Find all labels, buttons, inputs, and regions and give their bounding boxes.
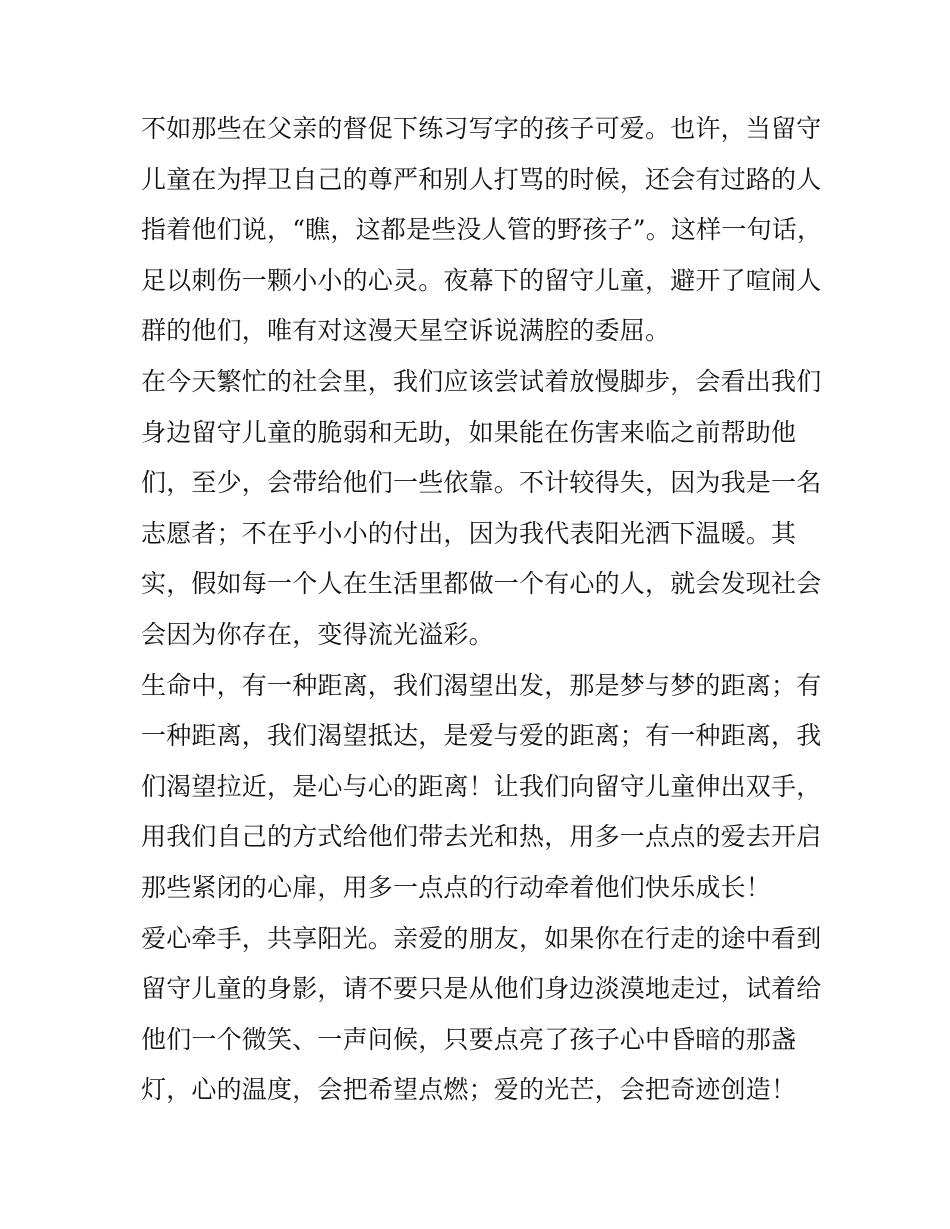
text-line: 志愿者；不在乎小小的付出，因为我代表阳光洒下温暖。其: [141, 518, 797, 548]
text-line: 身边留守儿童的脆弱和无助，如果能在伤害来临之前帮助他: [141, 417, 797, 447]
text-line: 们，至少，会带给他们一些依靠。不计较得失，因为我是一名: [141, 468, 822, 498]
text-line: 灯，心的温度，会把希望点燃；爱的光芒，会把奇迹创造！: [141, 1075, 797, 1105]
text-line: 实，假如每一个人在生活里都做一个有心的人，就会发现社会: [141, 569, 822, 599]
text-line: 指着他们说，“瞧，这都是些没人管的野孩子”。这样一句话，: [141, 215, 823, 245]
text-line: 一种距离，我们渴望抵达，是爱与爱的距离；有一种距离，我: [141, 721, 822, 751]
text-line: 会因为你存在，变得流光溢彩。: [141, 619, 494, 649]
text-line: 足以刺伤一颗小小的心灵。夜幕下的留守儿童，避开了喧闹人: [141, 265, 822, 295]
text-line: 群的他们，唯有对这漫天星空诉说满腔的委屈。: [141, 316, 671, 346]
text-line: 他们一个微笑、一声问候，只要点亮了孩子心中昏暗的那盏: [141, 1024, 797, 1054]
text-line: 们渴望拉近，是心与心的距离！让我们向留守儿童伸出双手，: [141, 771, 822, 801]
text-line: 爱心牵手，共享阳光。亲爱的朋友，如果你在行走的途中看到: [141, 923, 822, 953]
text-line: 留守儿童的身影，请不要只是从他们身边淡漠地走过，试着给: [141, 974, 822, 1004]
text-line: 不如那些在父亲的督促下练习写字的孩子可爱。也许，当留守: [141, 114, 822, 143]
document-body: [141, 104, 821, 1116]
text-line: 在今天繁忙的社会里，我们应该尝试着放慢脚步，会看出我们: [141, 366, 822, 396]
text-line: 生命中，有一种距离，我们渴望出发，那是梦与梦的距离；有: [141, 670, 822, 700]
text-line: 用我们自己的方式给他们带去光和热，用多一点点的爱去开启: [141, 822, 822, 852]
text-line: 那些紧闭的心扉，用多一点点的行动牵着他们快乐成长！: [141, 872, 772, 902]
text-line: 儿童在为捍卫自己的尊严和别人打骂的时候，还会有过路的人: [141, 164, 822, 194]
